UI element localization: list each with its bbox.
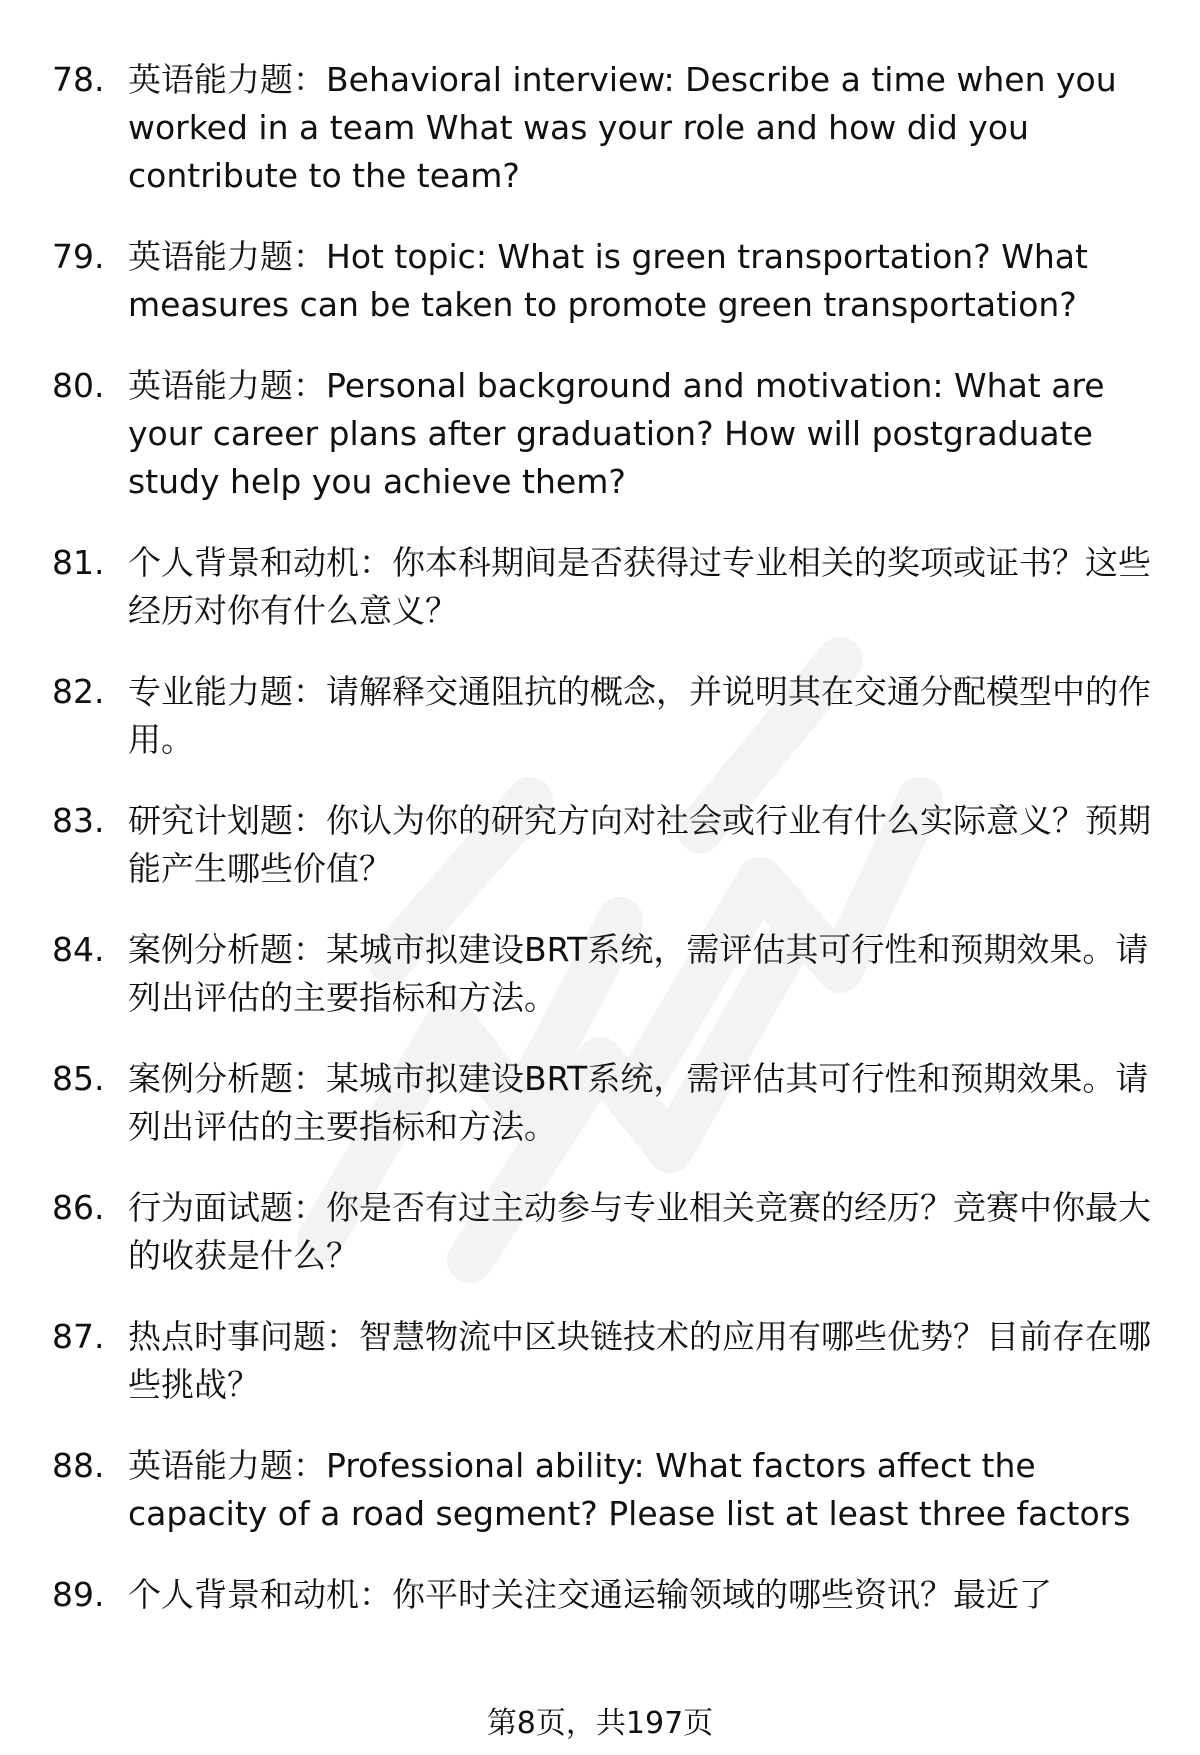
- question-item-78: [52, 56, 1162, 200]
- question-item-87: [52, 1313, 1162, 1409]
- question-number: 81.: [52, 543, 105, 582]
- question-text: 热点时事问题：智慧物流中区块链技术的应用有哪些优势？目前存在哪些挑战？: [128, 1317, 1151, 1404]
- question-item-81: [52, 539, 1162, 635]
- question-item-88: [52, 1442, 1162, 1538]
- question-item-84: [52, 926, 1162, 1022]
- question-text: 英语能力题：Personal background and motivation: What are your career plans after graduation? How will postgraduate study help you achieve them?: [128, 366, 1105, 501]
- question-number: 83.: [52, 801, 105, 840]
- question-item-82: [52, 668, 1162, 764]
- question-number: 89.: [52, 1575, 105, 1614]
- page-footer: [0, 1706, 1200, 1742]
- question-number: 85.: [52, 1059, 105, 1098]
- question-text: 英语能力题：Professional ability: What factors affect the capacity of a road segment? Please list at least three factors: [128, 1446, 1131, 1533]
- question-text: 专业能力题：请解释交通阻抗的概念，并说明其在交通分配模型中的作用。: [128, 672, 1151, 759]
- question-number: 87.: [52, 1317, 105, 1356]
- question-item-86: [52, 1184, 1162, 1280]
- question-text: 英语能力题：Hot topic: What is green transportation? What measures can be taken to promote green transportation?: [128, 237, 1088, 324]
- question-number: 80.: [52, 366, 105, 405]
- question-number: 78.: [52, 60, 105, 99]
- question-text: 英语能力题：Behavioral interview: Describe a time when you worked in a team What was your role and how did you contribute to the team?: [128, 60, 1117, 195]
- page-number-label: 第8页，共197页: [486, 1706, 714, 1741]
- question-number: 82.: [52, 672, 105, 711]
- question-text: 个人背景和动机：你平时关注交通运输领域的哪些资讯？最近了: [128, 1575, 1052, 1614]
- question-item-85: [52, 1055, 1162, 1151]
- question-list: [52, 56, 1162, 1652]
- question-item-89: [52, 1571, 1162, 1619]
- question-number: 84.: [52, 930, 105, 969]
- question-item-83: [52, 797, 1162, 893]
- question-text: 案例分析题：某城市拟建设BRT系统，需评估其可行性和预期效果。请列出评估的主要指标和方法。: [128, 930, 1149, 1017]
- question-item-80: [52, 362, 1162, 506]
- question-number: 79.: [52, 237, 105, 276]
- question-text: 案例分析题：某城市拟建设BRT系统，需评估其可行性和预期效果。请列出评估的主要指标和方法。: [128, 1059, 1149, 1146]
- question-text: 个人背景和动机：你本科期间是否获得过专业相关的奖项或证书？这些经历对你有什么意义？: [128, 543, 1151, 630]
- question-text: 研究计划题：你认为你的研究方向对社会或行业有什么实际意义？预期能产生哪些价值？: [128, 801, 1151, 888]
- question-number: 86.: [52, 1188, 105, 1227]
- question-item-79: [52, 233, 1162, 329]
- question-text: 行为面试题：你是否有过主动参与专业相关竞赛的经历？竞赛中你最大的收获是什么？: [128, 1188, 1151, 1275]
- question-number: 88.: [52, 1446, 105, 1485]
